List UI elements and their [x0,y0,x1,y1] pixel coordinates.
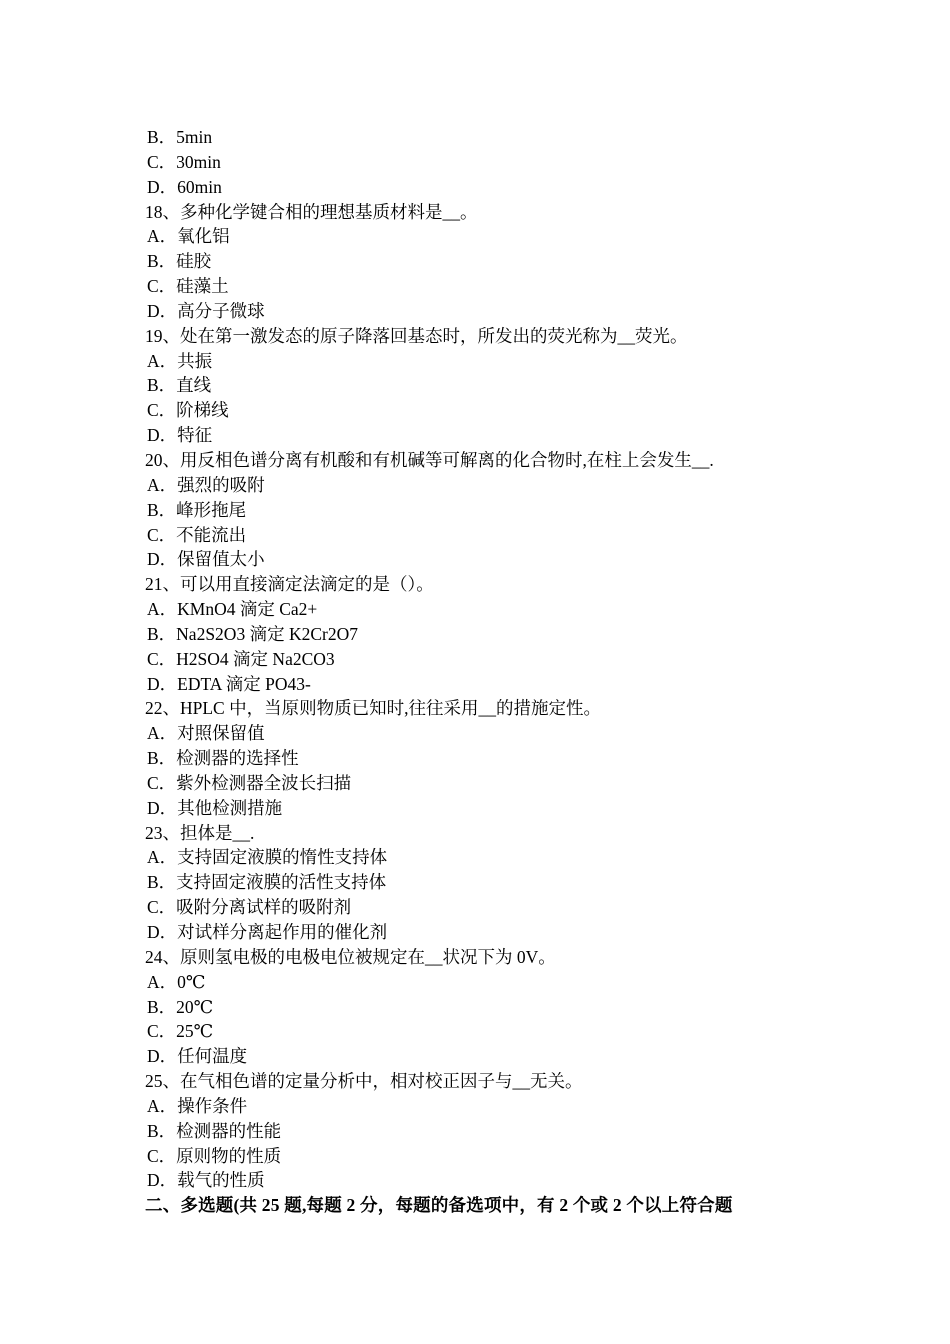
answer-option: D．特征 [147,425,213,446]
answer-option: C．30min [147,151,221,172]
answer-option: B．检测器的性能 [147,1120,282,1141]
answer-option: C．硅藻土 [147,276,229,297]
section-heading: 二、多选题(共 25 题,每题 2 分，每题的备选项中，有 2 个或 2 个以上符合题 [145,1195,733,1216]
answer-option: B．20℃ [147,996,214,1017]
answer-option: B．检测器的选择性 [147,748,299,769]
answer-option: C．紫外检测器全波长扫描 [147,772,352,793]
answer-option: C．H2SO4 滴定 Na2CO3 [147,648,335,669]
answer-option: D．EDTA 滴定 PO43- [147,673,311,694]
answer-option: D．60min [147,176,222,197]
question-text: 20、用反相色谱分离有机酸和有机碱等可解离的化合物时,在柱上会发生__. [145,449,714,470]
question-text: 19、处在第一激发态的原子降落回基态时，所发出的荧光称为__荧光。 [145,325,688,346]
answer-option: A．0℃ [147,971,206,992]
answer-option: A．操作条件 [147,1095,248,1116]
answer-option: B．支持固定液膜的活性支持体 [147,872,387,893]
answer-option: D．其他检测措施 [147,797,283,818]
answer-option: D．保留值太小 [147,549,265,570]
answer-option: C．吸附分离试样的吸附剂 [147,897,352,918]
answer-option: D．载气的性质 [147,1170,265,1191]
answer-option: D．对试样分离起作用的催化剂 [147,922,388,942]
answer-option: C．不能流出 [147,524,247,545]
answer-option: A．氧化铝 [147,226,230,247]
answer-option: A．KMnO4 滴定 Ca2+ [147,599,318,620]
question-text: 24、原则氢电极的电极电位被规定在__状况下为 0V。 [145,946,556,967]
answer-option: A．对照保留值 [147,723,265,744]
question-text: 23、担体是__. [145,822,255,843]
answer-option: B．峰形拖尾 [147,499,247,520]
answer-option: B．5min [147,127,213,147]
answer-option: B．Na2S2O3 滴定 K2Cr2O7 [147,623,358,644]
answer-option: A．支持固定液膜的惰性支持体 [147,847,388,868]
answer-option: B．直线 [147,375,212,396]
question-list [145,125,845,1193]
document-page [145,125,845,1218]
question-text: 21、可以用直接滴定法滴定的是（）。 [145,574,434,595]
answer-option: D．任何温度 [147,1046,248,1067]
answer-option: A．强烈的吸附 [147,474,265,495]
answer-option: C．25℃ [147,1021,214,1042]
question-text: 22、HPLC 中，当原则物质已知时,往往采用__的措施定性。 [145,698,601,719]
answer-option: C．阶梯线 [147,400,229,421]
answer-option: B．硅胶 [147,251,212,272]
answer-option: D．高分子微球 [147,300,265,321]
answer-option: A．共振 [147,350,213,371]
question-text: 18、多种化学键合相的理想基质材料是__。 [145,201,478,222]
question-text: 25、在气相色谱的定量分析中，相对校正因子与__无关。 [145,1071,583,1092]
answer-option: C．原则物的性质 [147,1145,282,1166]
